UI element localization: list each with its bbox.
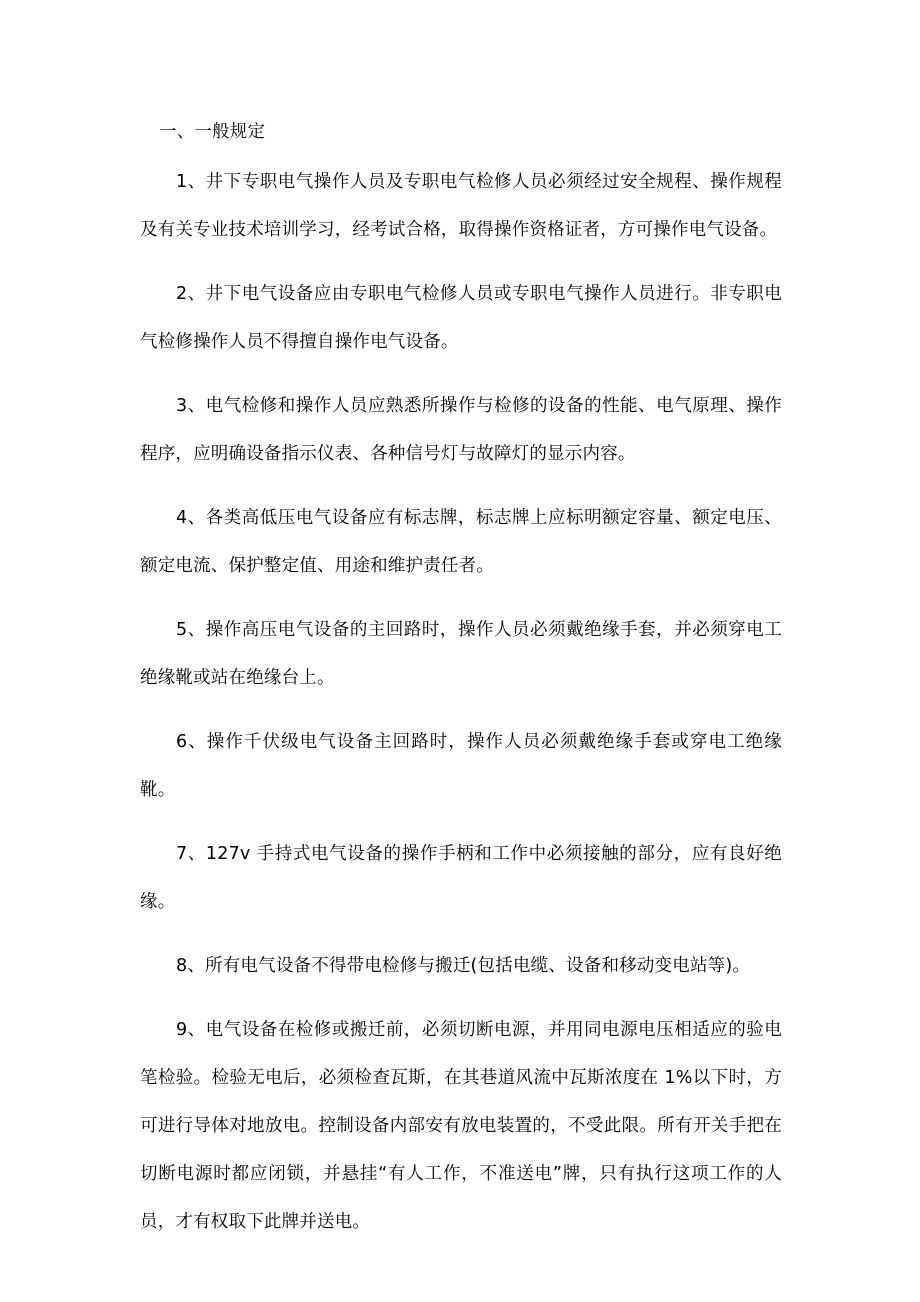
section-heading: 一、一般规定 [159, 122, 266, 142]
document-body [140, 116, 782, 1262]
rule-paragraph-6: 6、操作千伏级电气设备主回路时，操作人员必须戴绝缘手套或穿电工绝缘靴。 [140, 732, 782, 800]
rule-paragraph-2: 2、井下电气设备应由专职电气检修人员或专职电气操作人员进行。非专职电气检修操作人员不得擅自操作电气设备。 [140, 284, 782, 352]
rule-paragraph-3: 3、电气检修和操作人员应熟悉所操作与检修的设备的性能、电气原理、操作程序，应明确设备指示仪表、各种信号灯与故障灯的显示内容。 [140, 396, 782, 464]
rule-paragraph-9: 9、电气设备在检修或搬迁前，必须切断电源，并用同电源电压相适应的验电笔检验。检验无电后，必须检查瓦斯，在其巷道风流中瓦斯浓度在 1%以下时，方可进行导体对地放电。控制设备内部安有放电装置的，不受此限。所有开关手把在切断电源时都应闭锁，并悬挂“有人工作，不准送电”牌，只有执行这项工作的人员，才有权取下此牌并送电。 [140, 1020, 782, 1232]
rule-paragraph-7: 7、127v 手持式电气设备的操作手柄和工作中必须接触的部分，应有良好绝缘。 [140, 844, 782, 912]
rule-paragraph-8: 8、所有电气设备不得带电检修与搬迁(包括电缆、设备和移动变电站等)。 [176, 956, 751, 976]
rule-paragraph-5: 5、操作高压电气设备的主回路时，操作人员必须戴绝缘手套，并必须穿电工绝缘靴或站在绝缘台上。 [140, 620, 782, 688]
rule-paragraph-4: 4、各类高低压电气设备应有标志牌，标志牌上应标明额定容量、额定电压、额定电流、保护整定值、用途和维护责任者。 [140, 508, 782, 576]
rule-paragraph-1: 1、井下专职电气操作人员及专职电气检修人员必须经过安全规程、操作规程及有关专业技术培训学习，经考试合格，取得操作资格证者，方可操作电气设备。 [140, 172, 782, 240]
